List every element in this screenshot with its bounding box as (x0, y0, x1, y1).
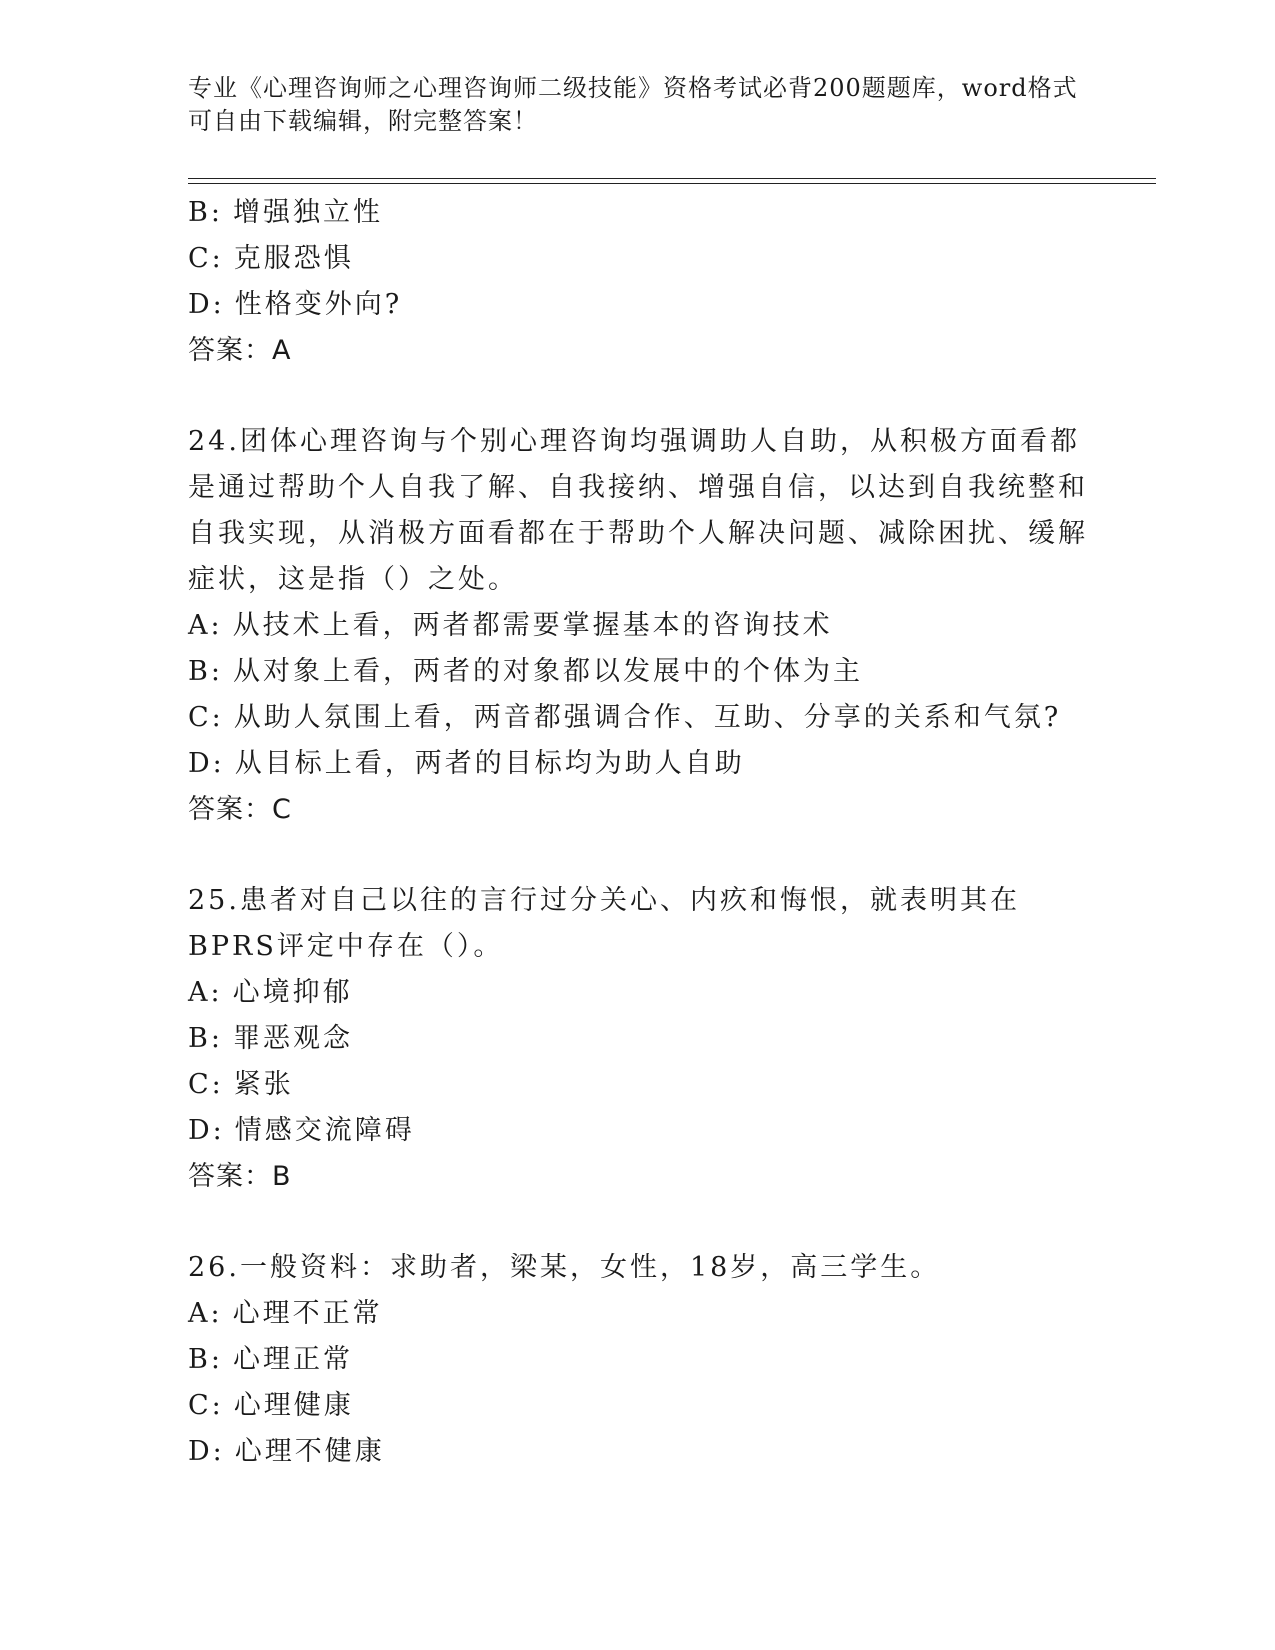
option-d (188, 741, 1088, 787)
option-c (188, 1062, 1088, 1108)
option-text: 心境抑郁 (232, 977, 353, 1008)
answer-text: 答案：C (188, 794, 292, 825)
option-label: C: (188, 243, 224, 274)
option-label: D: (188, 1436, 225, 1467)
option-label: D: (188, 748, 225, 779)
option-text: 从技术上看，两者都需要掌握基本的咨询技术 (232, 610, 833, 641)
option-label: C: (188, 1390, 224, 1421)
spacer (188, 374, 1088, 419)
option-text: 性格变外向? (234, 289, 403, 320)
question-25-block (188, 878, 1088, 1200)
option-text: 从助人氛围上看，两音都强调合作、互助、分享的关系和气氛? (233, 702, 1062, 733)
option-label: B: (188, 1344, 223, 1375)
option-label: B: (188, 197, 223, 228)
question-26-block (188, 1245, 1088, 1475)
option-text: 紧张 (233, 1069, 294, 1100)
spacer (188, 833, 1088, 878)
option-label: A: (188, 610, 223, 641)
option-label: C: (188, 702, 224, 733)
answer-text: 答案：B (188, 1161, 292, 1192)
question-23-block (188, 190, 1088, 374)
option-label: C: (188, 1069, 224, 1100)
header-divider-bottom (188, 183, 1156, 184)
option-label: A: (188, 1298, 223, 1329)
option-d (188, 1429, 1088, 1475)
option-d (188, 282, 1088, 328)
option-a (188, 603, 1088, 649)
question-content (188, 190, 1088, 1475)
header-divider-top (188, 178, 1156, 179)
header-title-line-1: 专业《心理咨询师之心理咨询师二级技能》资格考试必背200题题库，word格式 (188, 74, 1078, 102)
option-c (188, 236, 1088, 282)
option-b (188, 190, 1088, 236)
option-label: A: (188, 977, 223, 1008)
option-text: 心理不健康 (234, 1436, 385, 1467)
option-label: D: (188, 1115, 225, 1146)
option-label: B: (188, 1023, 223, 1054)
option-text: 心理正常 (232, 1344, 353, 1375)
option-text: 从对象上看，两者的对象都以发展中的个体为主 (232, 656, 863, 687)
spacer (188, 1200, 1088, 1245)
option-text: 心理不正常 (232, 1298, 383, 1329)
question-stem: 25.患者对自己以往的言行过分关心、内疚和悔恨，就表明其在BPRS评定中存在（）。 (188, 885, 1020, 962)
option-b (188, 1337, 1088, 1383)
option-a (188, 1291, 1088, 1337)
option-a (188, 970, 1088, 1016)
option-b (188, 649, 1088, 695)
option-text: 罪恶观念 (232, 1023, 353, 1054)
question-stem: 24.团体心理咨询与个别心理咨询均强调助人自助，从积极方面看都是通过帮助个人自我了解、自我接纳、增强自信，以达到自我统整和自我实现，从消极方面看都在于帮助个人解决问题、减除困扰、缓解症状，这是指（）之处。 (188, 426, 1088, 595)
document-header (188, 72, 1088, 138)
option-text: 情感交流障碍 (234, 1115, 415, 1146)
option-d (188, 1108, 1088, 1154)
option-b (188, 1016, 1088, 1062)
header-title-line-2: 可自由下载编辑，附完整答案！ (188, 107, 538, 135)
option-label: D: (188, 289, 225, 320)
question-24-block (188, 419, 1088, 833)
option-text: 心理健康 (233, 1390, 354, 1421)
option-c (188, 1383, 1088, 1429)
option-label: B: (188, 656, 223, 687)
option-text: 增强独立性 (232, 197, 383, 228)
question-stem: 26.一般资料：求助者，梁某，女性，18岁，高三学生。 (188, 1252, 941, 1283)
option-text: 克服恐惧 (233, 243, 354, 274)
option-c (188, 695, 1088, 741)
answer-text: 答案：A (188, 335, 292, 366)
option-text: 从目标上看，两者的目标均为助人自助 (234, 748, 745, 779)
